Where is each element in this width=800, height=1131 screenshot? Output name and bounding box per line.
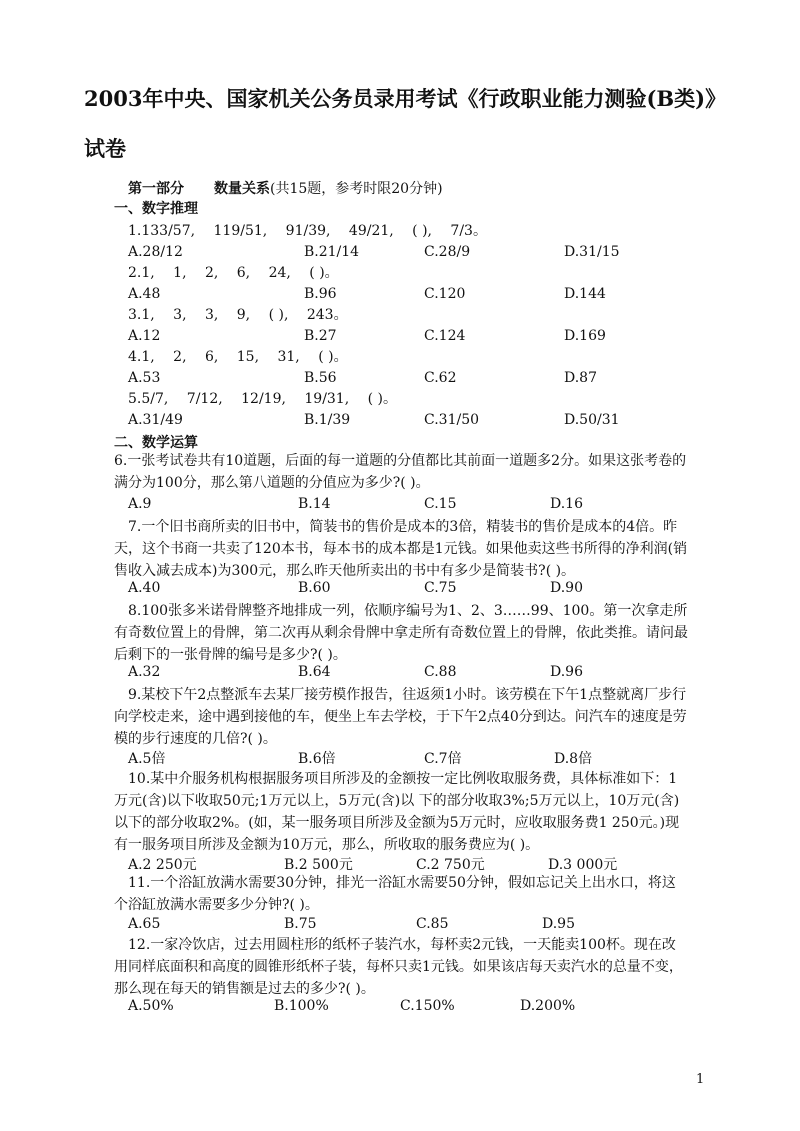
- question-4: 4.1, 2, 6, 15, 31, ( )。: [128, 349, 348, 365]
- question-3: 3.1, 3, 3, 9, ( ), 243。: [128, 307, 348, 323]
- part-heading: [128, 178, 443, 198]
- question-6-text: 一张考试卷共有10道题，后面的每一道题的分值都比其前面一道题多2分。如果这张考卷的满分为100分，那么第八道题的分值应为多少?( )。: [114, 453, 687, 491]
- option-d: D.3 000元: [548, 857, 618, 873]
- option-c: C.75: [424, 580, 457, 596]
- option-d: D.16: [550, 496, 583, 512]
- option-c: C.150%: [400, 998, 455, 1014]
- question-1: 1.133/57, 119/51, 91/39, 49/21, ( ), 7/3。: [128, 223, 487, 239]
- option-a: A.5倍: [128, 751, 166, 767]
- question-9-options: [128, 748, 688, 768]
- question-6-number: 6.: [114, 453, 128, 469]
- option-a: A.2 250元: [128, 857, 197, 873]
- option-c: C.15: [424, 496, 457, 512]
- option-b: B.100%: [274, 998, 329, 1014]
- question-5: 5.5/7, 7/12, 12/19, 19/31, ( )。: [128, 391, 397, 407]
- option-d: D.8倍: [554, 751, 593, 767]
- option-c: C.28/9: [424, 244, 471, 260]
- option-b: B.14: [298, 496, 331, 512]
- option-d: D.87: [564, 370, 597, 386]
- option-d: D.144: [564, 286, 606, 302]
- option-a: A.12: [128, 328, 161, 344]
- option-b: B.21/14: [304, 244, 360, 260]
- document-title: 2003年中央、国家机关公务员录用考试《行政职业能力测验(B类)》试卷: [84, 86, 716, 161]
- option-d: D.169: [564, 328, 606, 344]
- part-name: 数量关系: [214, 181, 270, 197]
- question-7-options: [128, 580, 688, 600]
- question-8-options: [128, 664, 688, 684]
- question-8: 8.100张多米诺骨牌整齐地排成一列，依顺序编号为1、2、3……99、100。第一次拿走所有奇数位置上的骨牌，第二次再从剩余骨牌中拿走所有奇数位置上的骨牌，依此类推。请问最后剩下的一张骨牌的编号是多少?( )。: [114, 603, 688, 663]
- option-a: A.65: [128, 916, 161, 932]
- option-b: B.56: [304, 370, 337, 386]
- question-6-options: [128, 496, 688, 516]
- option-d: D.96: [550, 664, 583, 680]
- question-4-options: [128, 370, 688, 390]
- option-b: B.64: [298, 664, 331, 680]
- question-5-options: [128, 412, 688, 432]
- option-b: B.60: [298, 580, 331, 596]
- option-c: C.31/50: [424, 412, 480, 428]
- question-2: 2.1, 1, 2, 6, 24, ( )。: [128, 265, 339, 281]
- question-10: 10.某中介服务机构根据服务项目所涉及的金额按一定比例收取服务费，具体标准如下：1万元(含)以下收取50元;1万元以上，5万元(含)以 下的部分收取3%;5万元以上，10万元(含)以下的部分收取2%。(如，某一服务项目所涉及金额为5万元时，应收取服务费1 250元。)现有一服务项目所涉及金额为10万元，那么，所收取的服务费应为( )。: [114, 771, 680, 853]
- option-d: D.95: [542, 916, 575, 932]
- question-9: 9.某校下午2点整派车去某厂接劳模作报告，往返须1小时。该劳模在下午1点整就离厂步行向学校走来，途中遇到接他的车，便坐上车去学校，于下午2点40分到达。问汽车的速度是劳模的步行速度的几倍?( )。: [114, 687, 687, 747]
- option-d: D.90: [550, 580, 583, 596]
- question-12: 12.一家冷饮店，过去用圆柱形的纸杯子装汽水，每杯卖2元钱，一天能卖100杯。现在改用同样底面积和高度的圆锥形纸杯子装，每杯只卖1元钱。如果该店每天卖汽水的总量不变，那么现在每天的销售额是过去的多少?( )。: [114, 937, 683, 997]
- option-a: A.31/49: [128, 412, 183, 428]
- option-d: D.200%: [520, 998, 576, 1014]
- question-6: [114, 450, 688, 494]
- option-a: A.9: [128, 496, 152, 512]
- question-11-options: [128, 916, 688, 936]
- part-label: 第一部分: [128, 181, 184, 197]
- question-7: 7.一个旧书商所卖的旧书中，简装书的售价是成本的3倍，精装书的售价是成本的4倍。昨天，这个书商一共卖了120本书，每本书的成本都是1元钱。如果他卖这些书所得的净利润(销售收入减去成本)为300元，那么昨天他所卖出的书中有多少是简装书?( )。: [114, 519, 688, 579]
- section-number-series: 一、数字推理: [114, 201, 198, 217]
- page-number: 1: [696, 1072, 705, 1087]
- option-d: D.31/15: [564, 244, 620, 260]
- option-b: B.96: [304, 286, 337, 302]
- question-12-options: [128, 998, 688, 1018]
- option-a: A.28/12: [128, 244, 183, 260]
- question-3-options: [128, 328, 688, 348]
- part-note: (共15题，参考时限20分钟): [270, 181, 443, 197]
- option-a: A.50%: [128, 998, 174, 1014]
- option-a: A.48: [128, 286, 161, 302]
- option-a: A.40: [128, 580, 161, 596]
- option-c: C.62: [424, 370, 457, 386]
- option-c: C.124: [424, 328, 466, 344]
- option-b: B.6倍: [298, 751, 336, 767]
- option-c: C.120: [424, 286, 466, 302]
- option-c: C.2 750元: [416, 857, 485, 873]
- option-a: A.32: [128, 664, 161, 680]
- section-math-operations: 二、数学运算: [114, 435, 198, 451]
- question-10-options: [128, 854, 688, 874]
- option-b: B.1/39: [304, 412, 351, 428]
- option-c: C.88: [424, 664, 457, 680]
- option-b: B.75: [284, 916, 317, 932]
- option-b: B.27: [304, 328, 337, 344]
- option-c: C.7倍: [424, 751, 462, 767]
- option-a: A.53: [128, 370, 161, 386]
- option-d: D.50/31: [564, 412, 620, 428]
- question-11: 11.一个浴缸放满水需要30分钟，排光一浴缸水需要50分钟，假如忘记关上出水口，将这个浴缸放满水需要多少分钟?( )。: [114, 875, 676, 913]
- question-2-options: [128, 286, 688, 306]
- option-c: C.85: [416, 916, 449, 932]
- option-b: B.2 500元: [284, 857, 353, 873]
- question-1-options: [128, 244, 688, 264]
